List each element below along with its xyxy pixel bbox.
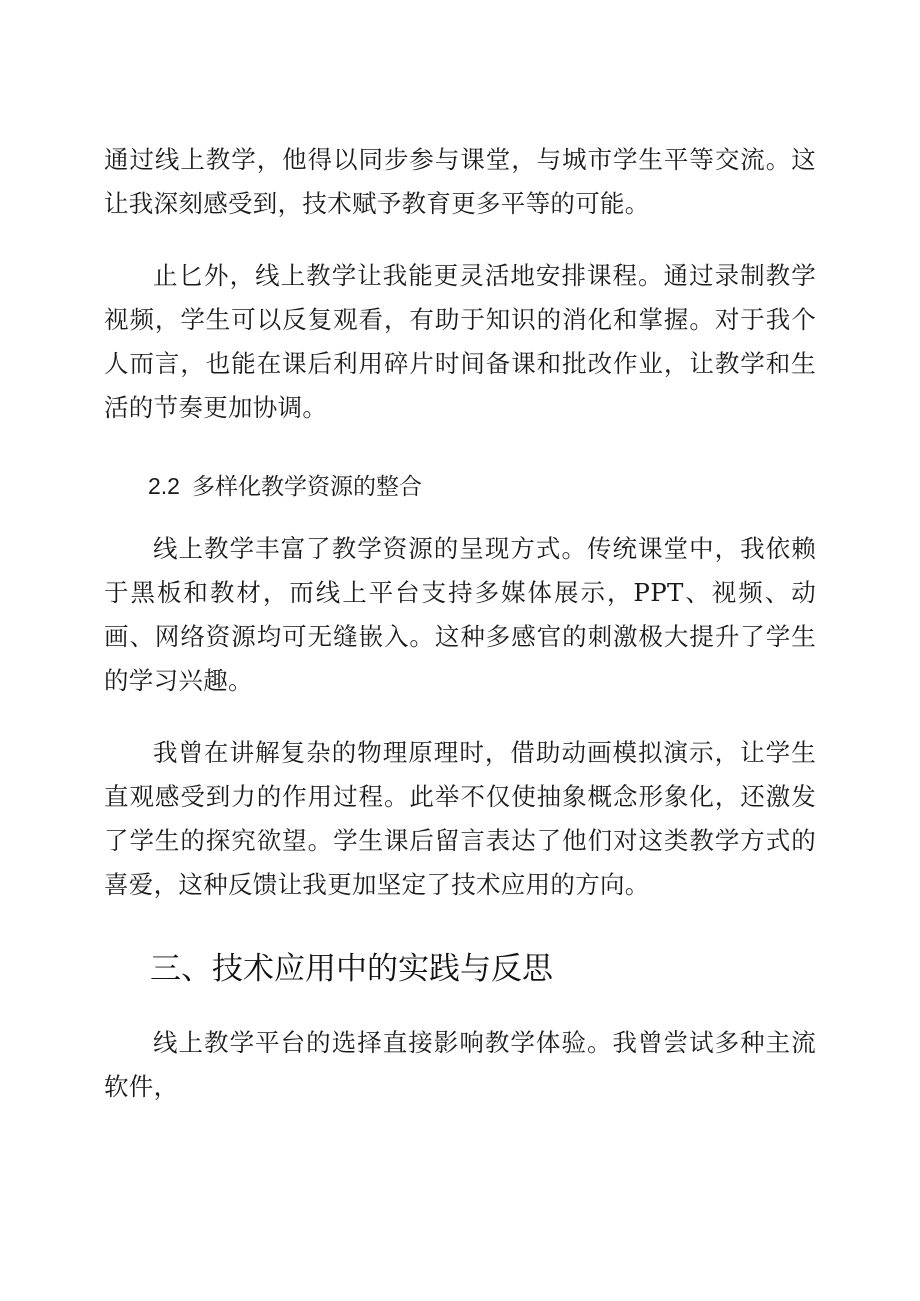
subsection-title: 多样化教学资源的整合 (191, 474, 422, 500)
document-body (104, 138, 816, 1109)
subsection-heading (104, 464, 816, 509)
paragraph-flexible-scheduling: 止匕外，线上教学让我能更灵活地安排课程。通过录制教学视频，学生可以反复观看，有助于知识的消化和掌握。对于我个人而言，也能在课后利用碎片时间备课和批改作业，让教学和生活的节奏更加协调。 (104, 261, 816, 422)
paragraph-resources: 线上教学丰富了教学资源的呈现方式。传统课堂中，我依赖于黑板和教材，而线上平台支持多媒体展示，PPT、视频、动画、网络资源均可无缝嵌入。这种多感官的刺激极大提升了学生的学习兴趣。 (104, 534, 816, 695)
paragraph-physics-example: 我曾在讲解复杂的物理原理时，借助动画模拟演示，让学生直观感受到力的作用过程。此举不仅使抽象概念形象化，还激发了学生的探究欲望。学生课后留言表达了他们对这类教学方式的喜爱，这种反馈让我更加坚定了技术应用的方向。 (104, 738, 816, 899)
paragraph-platform-choice: 线上教学平台的选择直接影响教学体验。我曾尝试多种主流软件， (104, 1028, 816, 1101)
paragraph-continuation: 通过线上教学，他得以同步参与课堂，与城市学生平等交流。这让我深刻感受到，技术赋予教育更多平等的可能。 (104, 145, 816, 218)
section-heading: 三、技术应用中的实践与反思 (150, 951, 553, 987)
subsection-number: 2.2 (148, 473, 180, 499)
